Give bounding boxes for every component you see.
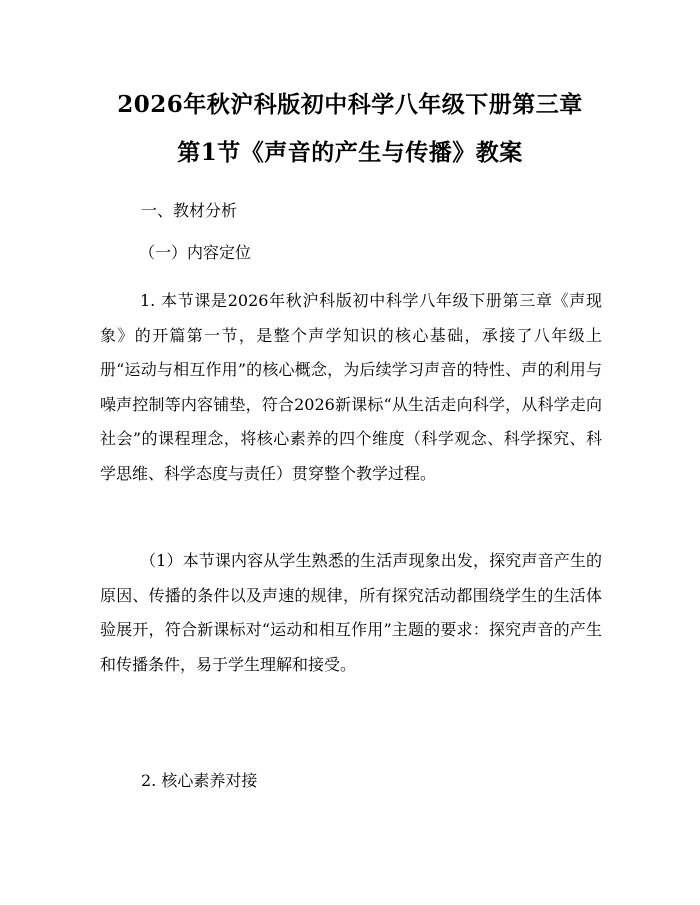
subsection-heading-content-positioning: （一）内容定位	[139, 243, 252, 262]
paragraph-content-source: （1）本节课内容从学生熟悉的生活声现象出发，探究声音产生的原因、传播的条件以及声速的规律，所有探究活动都围绕学生的生活体验展开，符合新课标对“运动和相互作用”主题的要求：探究声音的产生和传播条件，易于学生理解和接受。	[100, 551, 602, 674]
document-title-line-1: 2026年秋沪科版初中科学八年级下册第三章	[117, 91, 583, 118]
document-title-line-2: 第1节《声音的产生与传播》教案	[177, 139, 523, 166]
paragraph-content-positioning: 1. 本节课是2026年秋沪科版初中科学八年级下册第三章《声现象》的开篇第一节，是整个声学知识的核心基础，承接了八年级上册“运动与相互作用”的核心概念，为后续学习声音的特性、声的利用与噪声控制等内容铺垫，符合2026新课标“从生活走向科学，从科学走向社会”的课程理念，将核心素养的四个维度（科学观念、科学探究、科学思维、科学态度与责任）贯穿整个教学过程。	[100, 291, 602, 483]
item-heading-core-literacy: 2. 核心素养对接	[141, 771, 258, 790]
section-heading-textbook-analysis: 一、教材分析	[141, 201, 238, 220]
